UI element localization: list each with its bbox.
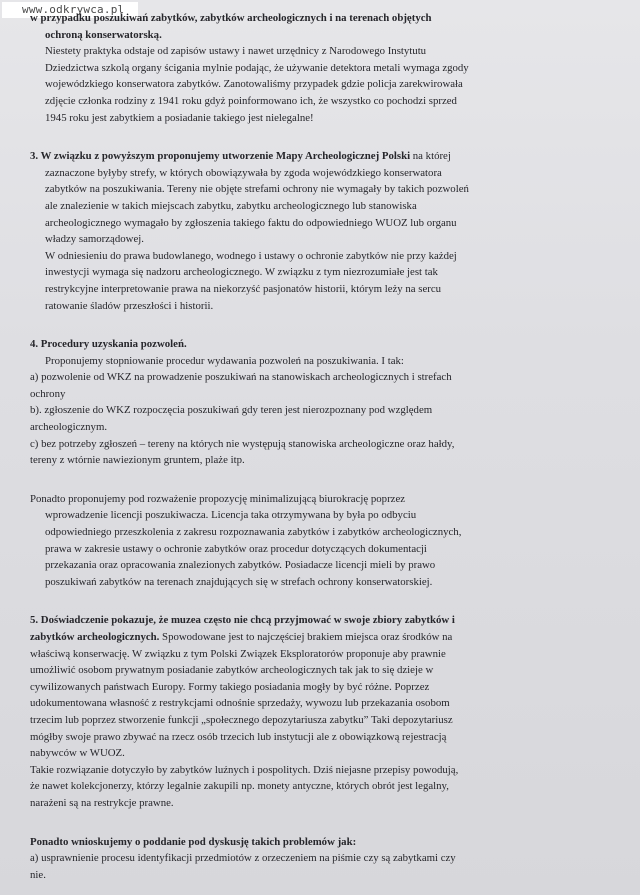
section-4-licence-paragraph xyxy=(30,491,638,591)
section-4-item-c: c) bez potrzeby zgłoszeń – tereny na których nie występują stanowiska archeologiczne oraz hałdy, xyxy=(30,437,455,450)
section-3-heading-line xyxy=(30,148,638,165)
section-4 xyxy=(30,336,638,469)
licence-line-5: przekazania oraz opracowania znalezionych zabytków. Posiadacze licencji mieli by prawo xyxy=(45,559,436,572)
section-3-line-8: restrykcyjne interpretowanie prawa na niekorzyść pasjonatów historii, którym leży na sercu xyxy=(45,282,442,295)
section-5-line-10: narażeni są na restrykcje prawne. xyxy=(30,796,174,809)
section-4-heading: 4. Procedury uzyskania pozwoleń. xyxy=(30,338,187,351)
section-3-line-5: władzy samorządowej. xyxy=(45,233,144,246)
closing-line-1: a) usprawnienie procesu identyfikacji przedmiotów z orzeczeniem na piśmie czy są zabytkami czy xyxy=(30,852,456,865)
closing-line-2: nie. xyxy=(30,868,46,881)
section-4-item-b-cont: archeologicznym. xyxy=(30,421,108,434)
licence-line-3: odpowiedniego przeszkolenia z zakresu rozpoznawania zabytków i zabytków archeologicznych, xyxy=(45,526,462,539)
section-3-line-3: ale znalezienie w takich miejscach zabytku, zabytku archeologicznego lub stanowiska xyxy=(45,199,417,212)
licence-line-6: poszukiwań zabytków na terenach znajdujących się w strefach ochrony konserwatorskiej. xyxy=(45,575,433,588)
intro-line-1: Niestety praktyka odstaje od zapisów ustawy i nawet urzędnicy z Narodowego Instytutu xyxy=(45,45,427,58)
section-5-heading-line-2 xyxy=(30,629,638,646)
section-5-line-1: właściwą konserwację. W związku z tym Polski Związek Eksploratorów proponuje aby prawnie xyxy=(30,647,446,660)
closing-section xyxy=(30,834,638,884)
section-5-heading-line-1: 5. Doświadczenie pokazuje, że muzea często nie chcą przyjmować w swoje zbiory zabytków i xyxy=(30,614,455,627)
intro-heading-line-1: w przypadku poszukiwań zabytków, zabytków archeologicznych i na terenach objętych xyxy=(30,12,432,24)
intro-paragraph xyxy=(30,10,638,126)
section-3-line-9: ratowanie śladów przeszłości i historii. xyxy=(45,299,214,312)
section-5-line-4: udokumentowana własność z restrykcjami odnośnie sprzedaży, wywozu lub przekazania osobom xyxy=(30,697,450,710)
section-3-line-1: zaznaczone byłyby strefy, w których obowiązywała by zgoda wojewódzkiego konserwatora xyxy=(45,166,442,179)
intro-line-3: wojewódzkiego konserwatora zabytków. Zanotowaliśmy przypadek gdzie policja zarekwirowała xyxy=(45,78,463,91)
section-3 xyxy=(30,148,638,314)
section-3-line-4: archeologicznego wymagało by zgłoszenia takiego faktu do odpowiedniego WUOZ lub organu xyxy=(45,216,457,229)
section-5-line-6: mógłby swoje prawo zbywać na rzecz osób trzecich lub instytucji ale z obowiązkową rejestracją xyxy=(30,730,447,743)
section-3-line-6: W odniesieniu do prawa budowlanego, wodnego i ustawy o ochronie zabytków nie przy każdej xyxy=(45,249,457,262)
section-4-item-b: b). zgłoszenie do WKZ rozpoczęcia poszukiwań gdy teren jest nierozpoznany pod względem xyxy=(30,404,433,417)
section-5-heading-line-2-bold: zabytków archeologicznych. xyxy=(30,631,160,643)
intro-line-2: Dziedzictwa szkolą organy ścigania mylnie podając, że używanie detektora metali wymaga zgody xyxy=(45,61,469,74)
section-4-item-a-cont: ochrony xyxy=(30,387,66,400)
site-watermark: www.odkrywca.pl xyxy=(2,2,138,18)
section-5-line-9: że nawet kolekcjonerzy, którzy legalnie zakupili np. monety antyczne, których obrót jest legalny, xyxy=(30,780,449,793)
section-5-line-7: nabywców w WUOZ. xyxy=(30,747,125,760)
section-3-line-7: inwestycji wymaga się nadzoru archeologicznego. W związku z tym niezrozumiałe jest tak xyxy=(45,266,438,279)
licence-line-4: prawa w zakresie ustawy o ochronie zabytków oraz procedur dotyczących dokumentacji xyxy=(45,542,427,555)
section-4-item-a: a) pozwolenie od WKZ na prowadzenie poszukiwań na stanowiskach archeologicznych i strefach xyxy=(30,371,452,384)
section-5-line-3: cywilizowanych państwach Europy. Formy takiego posiadania mogły by być różne. Poprzez xyxy=(30,680,430,693)
document-body xyxy=(30,10,638,895)
section-5 xyxy=(30,612,638,811)
section-5-line-8: Takie rozwiązanie dotyczyło by zabytków luźnych i pospolitych. Dziś niejasne przepisy powodują, xyxy=(30,763,459,776)
intro-heading-line-2: ochroną konserwatorską. xyxy=(45,28,162,41)
section-4-line-1: Proponujemy stopniowanie procedur wydawania pozwoleń na poszukiwania. I tak: xyxy=(45,354,404,367)
closing-heading: Ponadto wnioskujemy o poddanie pod dyskusję takich problemów jak: xyxy=(30,835,357,848)
section-5-heading-tail: Spowodowane jest to najczęściej brakiem miejsca oraz środków na xyxy=(159,631,453,643)
section-5-line-5: trzecim lub poprzez stworzenie funkcji „społecznego depozytariusza zabytku” Taki depozytariusz xyxy=(30,713,453,726)
intro-line-5: 1945 roku jest zabytkiem a posiadanie takiego jest nielegalne! xyxy=(45,111,314,124)
licence-line-1: Ponadto proponujemy pod rozważenie propozycję minimalizującą biurokrację poprzez xyxy=(30,492,406,505)
intro-line-4: zdjęcie członka rodziny z 1941 roku gdyż poinformowano ich, że wszystko co pochodzi sprzed xyxy=(45,94,457,107)
section-3-line-2: zabytków na poszukiwania. Tereny nie objęte strefami ochrony nie wymagały by takich pozwoleń xyxy=(45,183,469,196)
section-4-item-c-cont: tereny z wtórnie nawiezionym gruntem, plaże itp. xyxy=(30,454,245,467)
licence-line-2: wprowadzenie licencji poszukiwacza. Licencja taka otrzymywana by była po odbyciu xyxy=(45,509,417,522)
section-3-heading: 3. W związku z powyższym proponujemy utworzenie Mapy Archeologicznej Polski xyxy=(30,150,411,163)
section-5-line-2: umożliwić osobom prywatnym posiadanie zabytków archeologicznych tak jak to się dzieje w xyxy=(30,664,434,677)
section-3-heading-rest: na której xyxy=(410,150,451,163)
